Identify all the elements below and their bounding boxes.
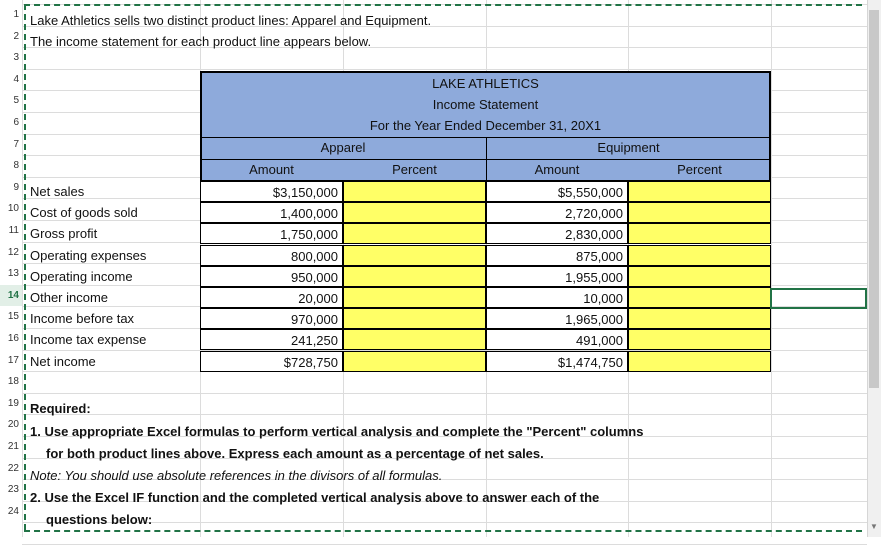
equipment-amount-cell[interactable]: 1,955,000 (486, 266, 628, 287)
apparel-amount-cell[interactable]: 241,250 (200, 329, 343, 350)
row-header[interactable]: 2 (0, 26, 22, 47)
apparel-amount-cell[interactable]: $3,150,000 (200, 181, 343, 202)
apparel-amount-cell[interactable]: 1,750,000 (200, 223, 343, 244)
row-label[interactable]: Net income (30, 353, 96, 369)
row-header[interactable]: 18 (0, 371, 22, 392)
intro-line-2[interactable]: The income statement for each product line appears below. (30, 34, 372, 49)
colhdr-equipment-percent[interactable]: Percent (677, 162, 722, 177)
equipment-percent-input[interactable] (628, 329, 771, 350)
required-item-1b[interactable]: for both product lines above. Express each amount as a percentage of net sales. (46, 446, 544, 461)
gridline-h (22, 393, 867, 394)
row-label[interactable]: Gross profit (30, 226, 98, 242)
equipment-amount-cell[interactable]: $1,474,750 (486, 351, 628, 372)
equipment-amount-cell[interactable]: 875,000 (486, 245, 628, 266)
company-name[interactable]: LAKE ATHLETICS (432, 76, 539, 91)
gridline-h (22, 69, 867, 70)
row-header[interactable]: 16 (0, 328, 22, 349)
apparel-amount-cell[interactable]: 950,000 (200, 266, 343, 287)
copy-marquee-top (24, 4, 862, 6)
colhdr-apparel-percent[interactable]: Percent (392, 162, 437, 177)
row-header[interactable]: 20 (0, 414, 22, 435)
colhdr-apparel-amount[interactable]: Amount (249, 162, 294, 177)
group-equipment[interactable]: Equipment (597, 140, 660, 155)
row-header[interactable]: 4 (0, 69, 22, 90)
row-header[interactable]: 21 (0, 436, 22, 457)
row-header[interactable]: 13 (0, 263, 22, 284)
required-note[interactable]: Note: You should use absolute references in the divisors of all formulas. (30, 468, 443, 483)
gridline-v (771, 0, 772, 537)
active-cell[interactable] (770, 288, 867, 309)
gridline-v (22, 0, 23, 537)
row-label[interactable]: Net sales (30, 184, 85, 199)
colhdr-equipment-amount[interactable]: Amount (534, 162, 580, 177)
row-label[interactable]: Income tax expense (30, 332, 147, 348)
gridline-h (22, 414, 867, 415)
apparel-percent-input[interactable] (343, 308, 486, 329)
equipment-percent-input[interactable] (628, 181, 771, 202)
equipment-percent-input[interactable] (628, 245, 771, 266)
equipment-percent-input[interactable] (628, 223, 771, 244)
apparel-percent-input[interactable] (343, 202, 486, 223)
apparel-percent-input[interactable] (343, 245, 486, 266)
row-header[interactable]: 17 (0, 350, 22, 371)
row-header[interactable]: 8 (0, 155, 22, 176)
row-header[interactable]: 19 (0, 393, 22, 414)
scroll-down-icon[interactable]: ▼ (870, 522, 878, 531)
apparel-amount-cell[interactable]: $728,750 (200, 351, 343, 372)
row-header[interactable]: 10 (0, 198, 22, 219)
apparel-percent-input[interactable] (343, 287, 486, 308)
row-header[interactable]: 9 (0, 177, 22, 198)
row-header[interactable]: 24 (0, 501, 22, 522)
required-item-1a[interactable]: 1. Use appropriate Excel formulas to perform vertical analysis and complete the "Percent" columns (30, 424, 644, 439)
apparel-amount-cell[interactable]: 1,400,000 (200, 202, 343, 223)
row-header[interactable]: 14 (0, 285, 22, 306)
apparel-amount-cell[interactable]: 20,000 (200, 287, 343, 308)
row-header[interactable]: 5 (0, 90, 22, 111)
equipment-percent-input[interactable] (628, 287, 771, 308)
required-item-2b[interactable]: questions below: (46, 512, 153, 527)
row-header[interactable]: 23 (0, 479, 22, 500)
row-header[interactable]: 1 (0, 4, 22, 25)
equipment-amount-cell[interactable]: 1,965,000 (486, 308, 628, 329)
equipment-percent-input[interactable] (628, 308, 771, 329)
equipment-amount-cell[interactable]: 2,830,000 (486, 223, 628, 244)
apparel-percent-input[interactable] (343, 329, 486, 350)
row-header[interactable]: 11 (0, 220, 22, 241)
group-apparel[interactable]: Apparel (320, 140, 366, 155)
row-label[interactable]: Operating income (30, 268, 133, 284)
equipment-percent-input[interactable] (628, 351, 771, 372)
row-header[interactable]: 22 (0, 458, 22, 479)
row-label[interactable]: Income before tax (30, 311, 135, 327)
equipment-percent-input[interactable] (628, 202, 771, 223)
apparel-amount-cell[interactable]: 970,000 (200, 308, 343, 329)
copy-marquee-left (24, 4, 26, 530)
equipment-amount-cell[interactable]: $5,550,000 (486, 181, 628, 202)
required-title[interactable]: Required: (30, 401, 91, 416)
equipment-amount-cell[interactable]: 491,000 (486, 329, 628, 350)
equipment-amount-cell[interactable]: 2,720,000 (486, 202, 628, 223)
apparel-percent-input[interactable] (343, 351, 486, 372)
row-label[interactable]: Other income (30, 290, 109, 305)
apparel-percent-input[interactable] (343, 181, 486, 202)
row-header[interactable]: 3 (0, 47, 22, 68)
row-header[interactable]: 12 (0, 242, 22, 263)
statement-period[interactable]: For the Year Ended December 31, 20X1 (369, 118, 602, 133)
scrollbar-thumb[interactable] (869, 10, 879, 388)
apparel-amount-cell[interactable]: 800,000 (200, 245, 343, 266)
equipment-percent-input[interactable] (628, 266, 771, 287)
row-header[interactable]: 7 (0, 134, 22, 155)
statement-title[interactable]: Income Statement (432, 97, 539, 112)
intro-line-1[interactable]: Lake Athletics sells two distinct product lines: Apparel and Equipment. (30, 13, 432, 28)
row-header[interactable]: 6 (0, 112, 22, 133)
equipment-amount-cell[interactable]: 10,000 (486, 287, 628, 308)
row-label[interactable]: Operating expenses (30, 247, 147, 263)
row-label[interactable]: Cost of goods sold (30, 205, 138, 221)
apparel-percent-input[interactable] (343, 266, 486, 287)
row-header[interactable]: 15 (0, 306, 22, 327)
apparel-percent-input[interactable] (343, 223, 486, 244)
copy-marquee-bottom (24, 530, 862, 532)
required-item-2a[interactable]: 2. Use the Excel IF function and the completed vertical analysis above to answer each of the (30, 490, 600, 505)
